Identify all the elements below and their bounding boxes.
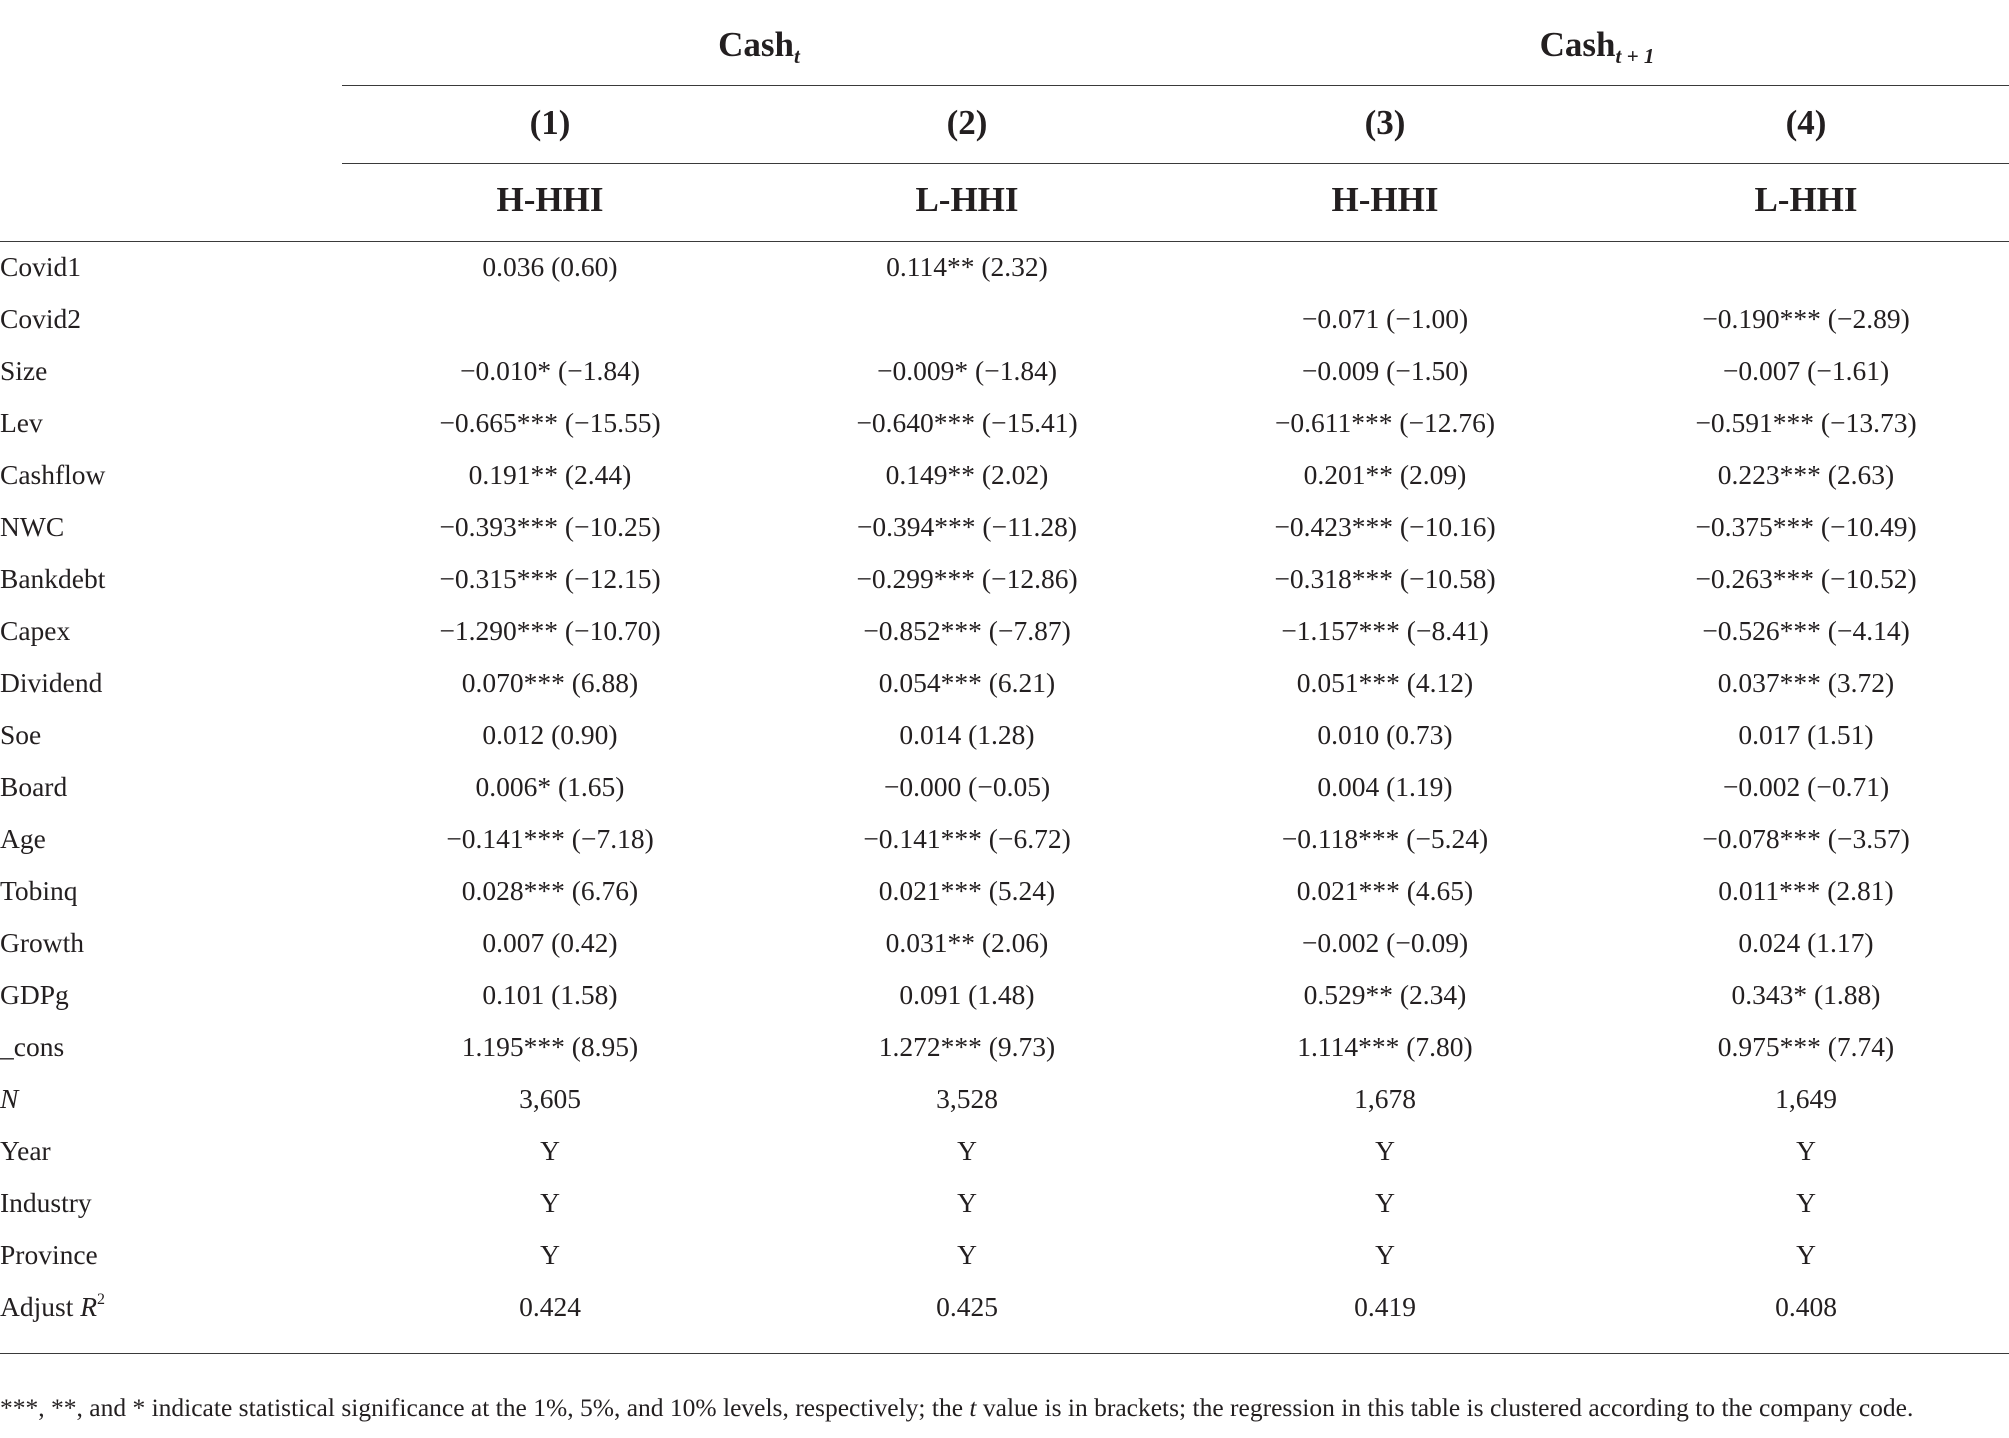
table-row [0,1229,2009,1281]
table-cell: 1.272*** (9.73) [878,1031,1056,1062]
table-cell: 0.424 [519,1291,581,1322]
table-cell: 0.051*** (4.12) [1296,667,1474,698]
group-header-cash-t-plus-1 [1176,18,2009,72]
table-cell: −0.526*** (−4.14) [1702,615,1910,646]
table-cell: 0.024 (1.17) [1738,927,1874,958]
table-row [0,397,2009,449]
table-cell: Y [1796,1187,1816,1218]
row-label: Covid1 [0,251,81,282]
table-cell: 0.091 (1.48) [899,979,1035,1010]
table-cell: 0.114** (2.32) [886,251,1048,282]
row-label: N [0,1083,19,1114]
table-cell: −0.299*** (−12.86) [856,563,1078,594]
footnote-text: value is in brackets; the regression in this table is clustered according to the company code. [976,1393,1914,1422]
table-cell: 0.031** (2.06) [885,927,1049,958]
table-cell: 0.070*** (6.88) [461,667,639,698]
table-cell: −0.318*** (−10.58) [1274,563,1496,594]
row-label-superscript: 2 [97,1291,106,1308]
table-cell: 0.149** (2.02) [885,459,1049,490]
row-label: Capex [0,615,71,646]
table-cell: Y [540,1187,560,1218]
row-label: Covid2 [0,303,81,334]
group-header-subscript: t [794,44,800,68]
table-cell: 1.195*** (8.95) [461,1031,639,1062]
table-row [0,709,2009,761]
table-cell: 0.223*** (2.63) [1717,459,1895,490]
column-number-2: (2) [946,103,988,142]
row-label [0,1281,105,1333]
table-cell: 0.011*** (2.81) [1718,875,1894,906]
group-header-base: Cash [1539,25,1616,64]
row-label: Bankdebt [0,563,106,594]
table-cell: 1,678 [1354,1083,1416,1114]
row-label: GDPg [0,979,69,1010]
table-cell: Y [540,1135,560,1166]
table-cell: −0.423*** (−10.16) [1274,511,1496,542]
table-row [0,449,2009,501]
table-cell: 0.021*** (5.24) [878,875,1056,906]
table-cell: Y [957,1135,977,1166]
table-cell: −0.591*** (−13.73) [1695,407,1917,438]
table-row [0,1125,2009,1177]
group-header-subscript: t + 1 [1615,44,1655,68]
header-rule-middle [342,163,2009,164]
table-cell: −0.393*** (−10.25) [439,511,661,542]
table-row [0,1073,2009,1125]
table-cell: −0.141*** (−7.18) [446,823,654,854]
table-cell: 0.037*** (3.72) [1717,667,1895,698]
table-row [0,605,2009,657]
table-cell: 0.054*** (6.21) [878,667,1056,698]
table-cell: 0.007 (0.42) [482,927,618,958]
table-row [0,553,2009,605]
row-label: Industry [0,1187,92,1218]
table-cell: Y [1796,1135,1816,1166]
footnote-italic-t: t [969,1393,977,1422]
column-sample-2: L-HHI [915,180,1019,219]
table-cell: Y [1796,1239,1816,1270]
table-cell: 1.114*** (7.80) [1297,1031,1473,1062]
row-label: Growth [0,927,85,958]
table-cell: −0.263*** (−10.52) [1695,563,1917,594]
table-cell: −0.315*** (−12.15) [439,563,661,594]
table-cell: 0.529** (2.34) [1303,979,1467,1010]
column-sample-3: H-HHI [1331,180,1439,219]
table-footnote [0,1385,2009,1431]
footnote-text: ***, **, and * indicate statistical significance at the 1%, 5%, and 10% levels, respectively; the [0,1393,970,1422]
table-cell: 0.017 (1.51) [1738,719,1874,750]
column-number-3: (3) [1364,103,1406,142]
table-cell: −0.009 (−1.50) [1301,355,1469,386]
table-cell: −0.002 (−0.71) [1722,771,1890,802]
column-number-4: (4) [1785,103,1827,142]
table-row [0,657,2009,709]
table-cell: 0.028*** (6.76) [461,875,639,906]
table-cell: Y [957,1187,977,1218]
table-cell: −0.010* (−1.84) [460,355,640,386]
row-label: NWC [0,511,65,542]
table-cell: Y [1375,1187,1395,1218]
column-sample-1: H-HHI [496,180,604,219]
table-cell: 0.425 [936,1291,998,1322]
table-cell: −0.007 (−1.61) [1722,355,1890,386]
row-label: Lev [0,407,43,438]
table-row [0,969,2009,1021]
table-cell: 3,528 [936,1083,998,1114]
row-label: Soe [0,719,42,750]
table-row [0,241,2009,293]
table-cell: 0.343* (1.88) [1731,979,1881,1010]
table-cell: Y [1375,1239,1395,1270]
table-cell: 0.006* (1.65) [475,771,625,802]
column-number-1: (1) [529,103,571,142]
table-cell: −0.002 (−0.09) [1301,927,1469,958]
row-label: Cashflow [0,459,106,490]
table-cell: Y [957,1239,977,1270]
row-label: _cons [0,1031,65,1062]
table-row [0,813,2009,865]
row-label: Dividend [0,667,103,698]
table-row [0,345,2009,397]
table-row [0,1177,2009,1229]
table-row [0,1021,2009,1073]
table-cell: −0.141*** (−6.72) [863,823,1071,854]
row-label: Size [0,355,48,386]
header-rule-top [342,85,2009,86]
table-cell: −0.118*** (−5.24) [1281,823,1489,854]
table-bottom-rule [0,1353,2009,1354]
row-label: Year [0,1135,51,1166]
table-cell: 0.021*** (4.65) [1296,875,1474,906]
table-cell: −0.611*** (−12.76) [1274,407,1496,438]
table-cell: −0.665*** (−15.55) [439,407,661,438]
table-row [0,1281,2009,1333]
table-cell: 1,649 [1775,1083,1837,1114]
table-cell: −0.071 (−1.00) [1301,303,1469,334]
table-cell: −0.394*** (−11.28) [856,511,1078,542]
table-cell: −0.640*** (−15.41) [856,407,1078,438]
table-cell: −1.157*** (−8.41) [1281,615,1489,646]
table-cell: −0.190*** (−2.89) [1702,303,1910,334]
table-cell: 0.191** (2.44) [468,459,632,490]
table-cell: 0.408 [1775,1291,1837,1322]
table-cell: 0.201** (2.09) [1303,459,1467,490]
table-cell: Y [540,1239,560,1270]
row-label-variable: R [80,1291,98,1322]
table-row [0,761,2009,813]
group-header-cash-t [342,18,1176,72]
row-label: Board [0,771,68,802]
row-label: Tobinq [0,875,78,906]
table-cell: 0.010 (0.73) [1317,719,1453,750]
table-cell: −1.290*** (−10.70) [439,615,661,646]
column-sample-4: L-HHI [1754,180,1858,219]
table-cell: 0.975*** (7.74) [1717,1031,1895,1062]
table-cell: −0.852*** (−7.87) [863,615,1071,646]
table-row [0,501,2009,553]
table-cell: 3,605 [519,1083,581,1114]
table-cell: 0.036 (0.60) [482,251,618,282]
group-header-base: Cash [718,25,795,64]
table-cell: 0.012 (0.90) [482,719,618,750]
table-row [0,293,2009,345]
table-cell: Y [1375,1135,1395,1166]
row-label: Age [0,823,46,854]
table-cell: 0.004 (1.19) [1317,771,1453,802]
table-cell: −0.000 (−0.05) [883,771,1051,802]
table-cell: −0.078*** (−3.57) [1702,823,1910,854]
table-cell: −0.375*** (−10.49) [1695,511,1917,542]
table-row [0,865,2009,917]
row-label-text: Adjust [0,1291,81,1322]
table-cell: 0.419 [1354,1291,1416,1322]
table-cell: −0.009* (−1.84) [877,355,1057,386]
table-cell: 0.014 (1.28) [899,719,1035,750]
row-label: Province [0,1239,98,1270]
table-cell: 0.101 (1.58) [482,979,618,1010]
table-row [0,917,2009,969]
